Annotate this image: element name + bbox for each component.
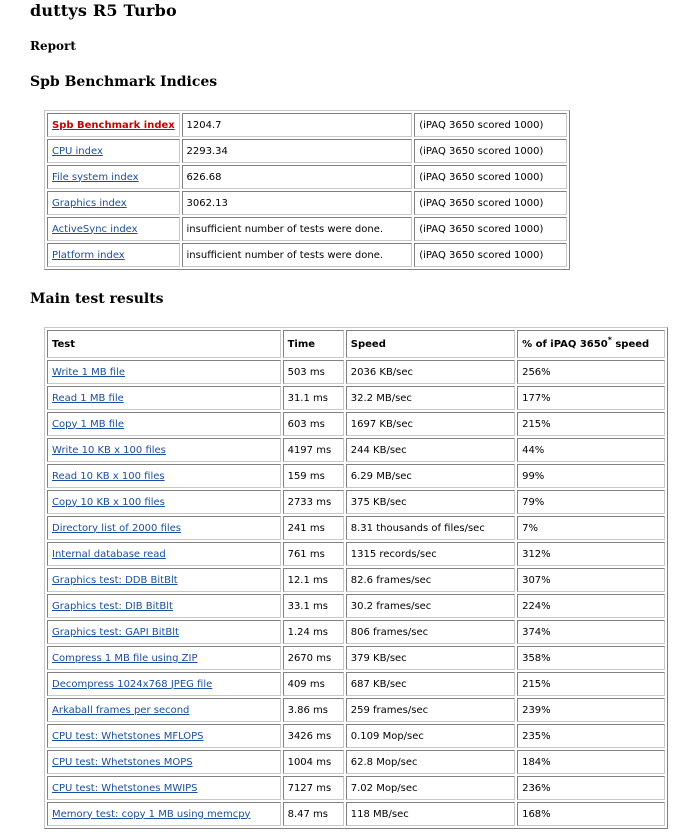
index-row-cpu-index xyxy=(47,139,567,163)
test-link-copy-10-kb-x-100-files[interactable]: Copy 10 KB x 100 files xyxy=(52,496,165,508)
index-reference-note: (iPAQ 3650 scored 1000) xyxy=(414,217,567,241)
test-speed: 82.6 frames/sec xyxy=(346,568,515,592)
index-link-file-system-index[interactable]: File system index xyxy=(52,171,139,183)
results-header-row xyxy=(47,330,665,358)
test-percent: 7% xyxy=(517,516,665,540)
index-value: 3062.13 xyxy=(182,191,413,215)
test-name-cell xyxy=(47,438,281,462)
test-time: 2670 ms xyxy=(283,646,344,670)
index-name-cell xyxy=(47,165,180,189)
test-name-cell xyxy=(47,464,281,488)
test-percent: 256% xyxy=(517,360,665,384)
index-row-platform-index xyxy=(47,243,567,267)
table-row xyxy=(47,672,665,696)
results-table xyxy=(44,327,668,829)
test-link-write-10-kb-x-100-files[interactable]: Write 10 KB x 100 files xyxy=(52,444,166,456)
test-name-cell xyxy=(47,646,281,670)
index-link-cpu-index[interactable]: CPU index xyxy=(52,145,103,157)
test-percent: 374% xyxy=(517,620,665,644)
test-name-cell xyxy=(47,542,281,566)
test-speed: 6.29 MB/sec xyxy=(346,464,515,488)
test-link-cpu-test-whetstones-mflops[interactable]: CPU test: Whetstones MFLOPS xyxy=(52,730,204,742)
header-test: Test xyxy=(47,330,281,358)
index-value: insufficient number of tests were done. xyxy=(182,243,413,267)
test-speed: 2036 KB/sec xyxy=(346,360,515,384)
test-name-cell xyxy=(47,672,281,696)
header-percent-suffix: speed xyxy=(611,338,650,350)
test-link-memory-test-copy-1-mb-using-memcpy[interactable]: Memory test: copy 1 MB using memcpy xyxy=(52,808,251,820)
index-name-cell xyxy=(47,217,180,241)
index-value: 1204.7 xyxy=(182,113,413,137)
test-percent: 358% xyxy=(517,646,665,670)
table-row xyxy=(47,438,665,462)
test-percent: 235% xyxy=(517,724,665,748)
index-name-cell xyxy=(47,191,180,215)
test-speed: 32.2 MB/sec xyxy=(346,386,515,410)
test-time: 159 ms xyxy=(283,464,344,488)
test-percent: 99% xyxy=(517,464,665,488)
indices-table xyxy=(44,110,570,270)
test-percent: 177% xyxy=(517,386,665,410)
test-time: 7127 ms xyxy=(283,776,344,800)
test-name-cell xyxy=(47,490,281,514)
table-row xyxy=(47,724,665,748)
test-name-cell xyxy=(47,724,281,748)
table-row xyxy=(47,542,665,566)
test-name-cell xyxy=(47,620,281,644)
indices-table-body xyxy=(47,113,567,267)
test-percent: 307% xyxy=(517,568,665,592)
test-speed: 244 KB/sec xyxy=(346,438,515,462)
test-name-cell xyxy=(47,568,281,592)
test-speed: 7.02 Mop/sec xyxy=(346,776,515,800)
index-link-graphics-index[interactable]: Graphics index xyxy=(52,197,127,209)
test-name-cell xyxy=(47,360,281,384)
test-link-decompress-1024x768-jpeg-file[interactable]: Decompress 1024x768 JPEG file xyxy=(52,678,213,690)
test-speed: 259 frames/sec xyxy=(346,698,515,722)
test-percent: 168% xyxy=(517,802,665,826)
report-label: Report xyxy=(30,39,76,53)
table-row xyxy=(47,360,665,384)
test-speed: 375 KB/sec xyxy=(346,490,515,514)
index-link-activesync-index[interactable]: ActiveSync index xyxy=(52,223,138,235)
test-time: 12.1 ms xyxy=(283,568,344,592)
test-name-cell xyxy=(47,750,281,774)
test-link-read-1-mb-file[interactable]: Read 1 MB file xyxy=(52,392,124,404)
test-time: 2733 ms xyxy=(283,490,344,514)
test-link-internal-database-read[interactable]: Internal database read xyxy=(52,548,166,560)
indices-heading: Spb Benchmark Indices xyxy=(30,74,218,90)
test-time: 241 ms xyxy=(283,516,344,540)
test-name-cell xyxy=(47,802,281,826)
test-speed: 62.8 Mop/sec xyxy=(346,750,515,774)
page-title: duttys R5 Turbo xyxy=(30,1,177,20)
test-name-cell xyxy=(47,412,281,436)
test-name-cell xyxy=(47,776,281,800)
test-link-cpu-test-whetstones-mwips[interactable]: CPU test: Whetstones MWIPS xyxy=(52,782,198,794)
index-row-activesync-index xyxy=(47,217,567,241)
test-name-cell xyxy=(47,698,281,722)
test-percent: 215% xyxy=(517,672,665,696)
table-row xyxy=(47,464,665,488)
index-value: insufficient number of tests were done. xyxy=(182,217,413,241)
test-percent: 79% xyxy=(517,490,665,514)
table-row xyxy=(47,412,665,436)
table-row xyxy=(47,776,665,800)
table-row xyxy=(47,568,665,592)
test-name-cell xyxy=(47,594,281,618)
test-link-compress-1-mb-file-using-zip[interactable]: Compress 1 MB file using ZIP xyxy=(52,652,198,664)
test-speed: 8.31 thousands of files/sec xyxy=(346,516,515,540)
header-percent-footnote-mark: * xyxy=(607,335,612,345)
test-time: 4197 ms xyxy=(283,438,344,462)
table-row xyxy=(47,620,665,644)
test-time: 3.86 ms xyxy=(283,698,344,722)
test-time: 31.1 ms xyxy=(283,386,344,410)
index-reference-note: (iPAQ 3650 scored 1000) xyxy=(414,243,567,267)
test-speed: 118 MB/sec xyxy=(346,802,515,826)
test-link-arkaball-frames-per-second[interactable]: Arkaball frames per second xyxy=(52,704,190,716)
header-percent-label: % of iPAQ 3650 xyxy=(522,338,608,350)
index-reference-note: (iPAQ 3650 scored 1000) xyxy=(414,191,567,215)
test-percent: 184% xyxy=(517,750,665,774)
index-row-spb-benchmark-index xyxy=(47,113,567,137)
test-time: 603 ms xyxy=(283,412,344,436)
test-percent: 224% xyxy=(517,594,665,618)
test-percent: 312% xyxy=(517,542,665,566)
test-percent: 215% xyxy=(517,412,665,436)
table-row xyxy=(47,698,665,722)
test-speed: 687 KB/sec xyxy=(346,672,515,696)
index-reference-note: (iPAQ 3650 scored 1000) xyxy=(414,165,567,189)
index-name-cell xyxy=(47,113,180,137)
test-speed: 1697 KB/sec xyxy=(346,412,515,436)
table-row xyxy=(47,802,665,826)
test-link-graphics-test-dib-bitblt[interactable]: Graphics test: DIB BitBlt xyxy=(52,600,173,612)
test-name-cell xyxy=(47,386,281,410)
results-table-body xyxy=(47,360,665,826)
header-percent xyxy=(517,330,665,358)
test-percent: 44% xyxy=(517,438,665,462)
test-time: 761 ms xyxy=(283,542,344,566)
index-value: 2293.34 xyxy=(182,139,413,163)
index-value: 626.68 xyxy=(182,165,413,189)
test-time: 1004 ms xyxy=(283,750,344,774)
index-row-graphics-index xyxy=(47,191,567,215)
test-speed: 806 frames/sec xyxy=(346,620,515,644)
test-time: 3426 ms xyxy=(283,724,344,748)
test-time: 8.47 ms xyxy=(283,802,344,826)
table-row xyxy=(47,750,665,774)
test-link-directory-list-of-2000-files[interactable]: Directory list of 2000 files xyxy=(52,522,182,534)
test-link-copy-1-mb-file[interactable]: Copy 1 MB file xyxy=(52,418,124,430)
table-row xyxy=(47,490,665,514)
test-name-cell xyxy=(47,516,281,540)
test-link-read-10-kb-x-100-files[interactable]: Read 10 KB x 100 files xyxy=(52,470,165,482)
test-link-graphics-test-gapi-bitblt[interactable]: Graphics test: GAPI BitBlt xyxy=(52,626,179,638)
test-link-graphics-test-ddb-bitblt[interactable]: Graphics test: DDB BitBlt xyxy=(52,574,178,586)
main-results-heading: Main test results xyxy=(30,291,164,307)
index-reference-note: (iPAQ 3650 scored 1000) xyxy=(414,113,567,137)
test-time: 409 ms xyxy=(283,672,344,696)
index-name-cell xyxy=(47,139,180,163)
table-row xyxy=(47,386,665,410)
test-speed: 1315 records/sec xyxy=(346,542,515,566)
test-link-write-1-mb-file[interactable]: Write 1 MB file xyxy=(52,366,126,378)
test-time: 503 ms xyxy=(283,360,344,384)
table-row xyxy=(47,646,665,670)
index-link-platform-index[interactable]: Platform index xyxy=(52,249,125,261)
index-name-cell xyxy=(47,243,180,267)
test-percent: 239% xyxy=(517,698,665,722)
test-speed: 30.2 frames/sec xyxy=(346,594,515,618)
table-row xyxy=(47,594,665,618)
header-time: Time xyxy=(283,330,344,358)
test-link-cpu-test-whetstones-mops[interactable]: CPU test: Whetstones MOPS xyxy=(52,756,193,768)
test-percent: 236% xyxy=(517,776,665,800)
test-speed: 0.109 Mop/sec xyxy=(346,724,515,748)
test-time: 33.1 ms xyxy=(283,594,344,618)
index-link-spb-benchmark-index[interactable]: Spb Benchmark index xyxy=(52,119,175,131)
table-row xyxy=(47,516,665,540)
index-row-file-system-index xyxy=(47,165,567,189)
index-reference-note: (iPAQ 3650 scored 1000) xyxy=(414,139,567,163)
test-time: 1.24 ms xyxy=(283,620,344,644)
test-speed: 379 KB/sec xyxy=(346,646,515,670)
header-speed: Speed xyxy=(346,330,515,358)
